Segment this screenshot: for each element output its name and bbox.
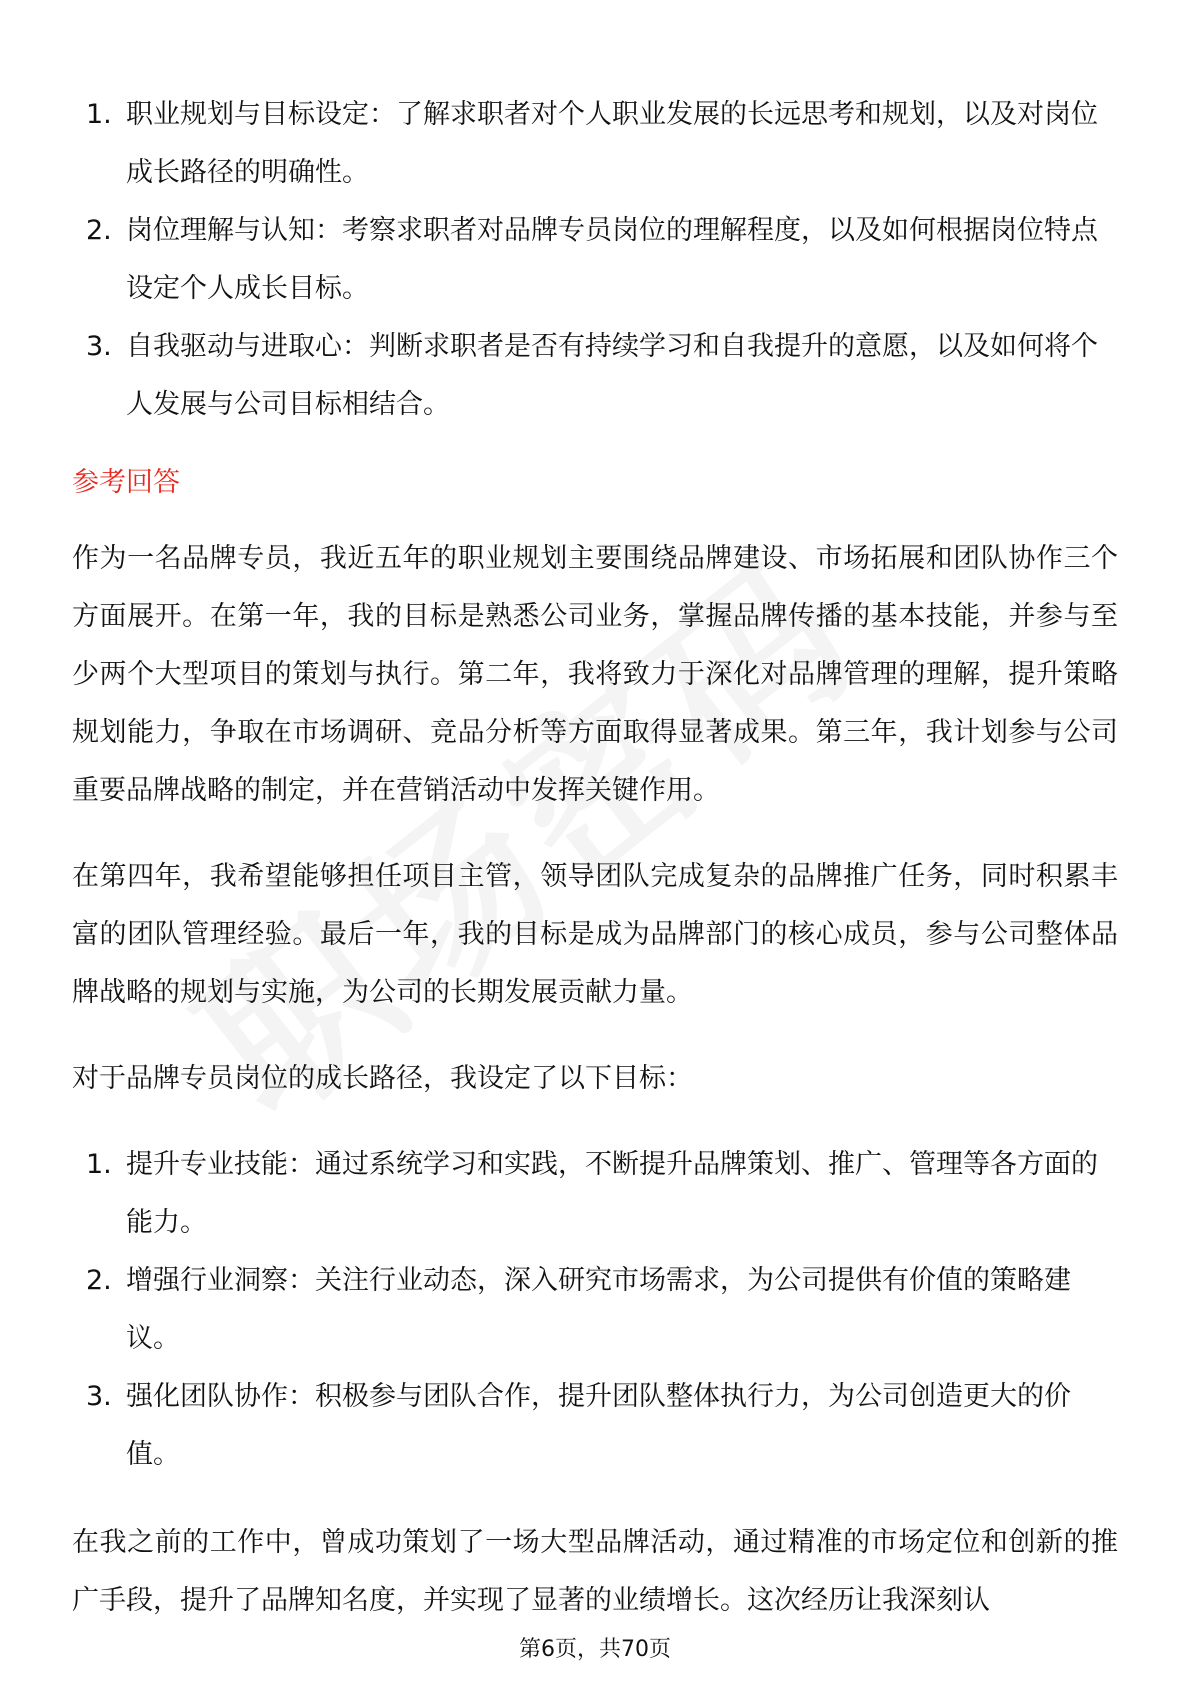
list-item-text: 职业规划与目标设定：了解求职者对个人职业发展的长远思考和规划，以及对岗位成长路径的明确性。: [126, 99, 1098, 188]
list-item-text: 岗位理解与认知：考察求职者对品牌专员岗位的理解程度，以及如何根据岗位特点设定个人成长目标。: [126, 215, 1098, 304]
evaluation-points-list: [72, 86, 1118, 434]
list-item: [72, 86, 1118, 202]
list-number: 2.: [86, 1265, 112, 1296]
list-item: [72, 318, 1118, 434]
list-item: [72, 1252, 1118, 1368]
list-item-text: 增强行业洞察：关注行业动态，深入研究市场需求，为公司提供有价值的策略建议。: [126, 1265, 1071, 1354]
answer-paragraph: 作为一名品牌专员，我近五年的职业规划主要围绕品牌建设、市场拓展和团队协作三个方面展开。在第一年，我的目标是熟悉公司业务，掌握品牌传播的基本技能，并参与至少两个大型项目的策划与执行。第二年，我将致力于深化对品牌管理的理解，提升策略规划能力，争取在市场调研、竞品分析等方面取得显著成果。第三年，我计划参与公司重要品牌战略的制定，并在营销活动中发挥关键作用。: [72, 543, 1118, 806]
list-number: 1.: [86, 99, 112, 130]
section-title: 参考回答: [72, 467, 180, 498]
page-content: [72, 86, 1118, 1658]
answer-paragraph: 对于品牌专员岗位的成长路径，我设定了以下目标：: [72, 1063, 693, 1094]
answer-paragraph: 在第四年，我希望能够担任项目主管，领导团队完成复杂的品牌推广任务，同时积累丰富的团队管理经验。最后一年，我的目标是成为品牌部门的核心成员，参与公司整体品牌战略的规划与实施，为公司的长期发展贡献力量。: [72, 861, 1118, 1008]
page-number-footer: 第6页，共70页: [519, 1637, 671, 1662]
list-item-text: 强化团队协作：积极参与团队合作，提升团队整体执行力，为公司创造更大的价值。: [126, 1381, 1071, 1470]
list-number: 2.: [86, 215, 112, 246]
closing-paragraph: 在我之前的工作中，曾成功策划了一场大型品牌活动，通过精准的市场定位和创新的推广手段，提升了品牌知名度，并实现了显著的业绩增长。这次经历让我深刻认: [72, 1527, 1118, 1616]
list-item: [72, 1136, 1118, 1252]
growth-goals-list: [72, 1136, 1118, 1484]
list-item-text: 自我驱动与进取心：判断求职者是否有持续学习和自我提升的意愿，以及如何将个人发展与公司目标相结合。: [126, 331, 1098, 420]
list-number: 3.: [86, 1381, 112, 1412]
list-number: 1.: [86, 1149, 112, 1180]
list-number: 3.: [86, 331, 112, 362]
list-item-text: 提升专业技能：通过系统学习和实践，不断提升品牌策划、推广、管理等各方面的能力。: [126, 1149, 1098, 1238]
list-item: [72, 1368, 1118, 1484]
list-item: [72, 202, 1118, 318]
